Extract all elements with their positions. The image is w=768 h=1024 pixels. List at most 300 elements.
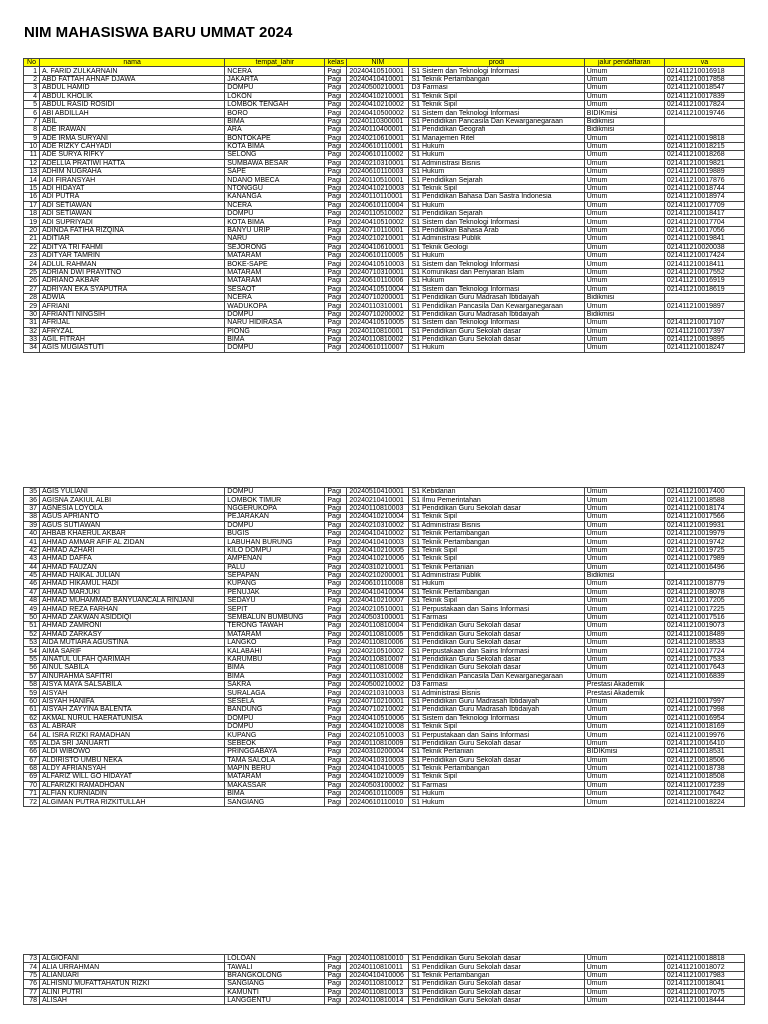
table-row [24,756,745,764]
nama-cell: AHMAD MARJUKI [40,588,225,596]
va-cell: 021411210019889 [664,168,744,176]
prodi-cell: S1 Pendidikan Guru Sekolah dasar [409,955,584,963]
nim-cell: 20240500210002 [347,680,409,688]
tempat-lahir-cell: KANANGA [225,193,325,201]
prodi-cell: S1 Pendidikan Guru Sekolah dasar [409,655,584,663]
table-row [24,521,745,529]
table-row [24,201,745,209]
nama-cell: ALDA SRI JANUARTI [40,739,225,747]
nama-cell: ABIL [40,117,225,125]
no-cell: 71 [24,790,40,798]
table-row [24,689,745,697]
prodi-cell: S1 Pendidikan Guru Sekolah dasar [409,622,584,630]
prodi-cell: S1 Teknik Sipil [409,597,584,605]
no-cell: 5 [24,100,40,108]
kelas-cell: Pagi [325,790,347,798]
no-cell: 3 [24,84,40,92]
nama-cell: ADI SETIAWAN [40,210,225,218]
table-row [24,781,745,789]
nim-cell: 20240110810008 [347,664,409,672]
prodi-cell: S1 Teknik Geologi [409,243,584,251]
jalur-cell: Umum [584,344,664,352]
no-cell: 1 [24,67,40,75]
kelas-cell: Pagi [325,680,347,688]
va-cell [664,293,744,301]
nama-cell: AISYAH [40,689,225,697]
jalur-cell: Umum [584,706,664,714]
nama-cell: ALDI WIBOWO [40,748,225,756]
nim-cell: 20240110110001 [347,193,409,201]
tempat-lahir-cell: BIMA [225,672,325,680]
kelas-cell: Pagi [325,134,347,142]
nim-cell: 20240610110002 [347,151,409,159]
tempat-lahir-cell: SANGIANG [225,980,325,988]
table-row [24,529,745,537]
va-cell: 021411210016496 [664,563,744,571]
va-cell: 021411210019841 [664,235,744,243]
prodi-cell: D3 Farmasi [409,680,584,688]
prodi-cell: S1 Hukum [409,798,584,806]
nama-cell: ALDY AFRIANSYAH [40,764,225,772]
no-cell: 60 [24,697,40,705]
nim-cell: 20240410210002 [347,100,409,108]
nim-cell: 20240110400001 [347,126,409,134]
nama-cell: ADHIM NUGRAHA [40,168,225,176]
jalur-cell: Umum [584,168,664,176]
no-cell: 11 [24,151,40,159]
jalur-cell: Umum [584,731,664,739]
jalur-cell: Umum [584,201,664,209]
va-cell: 021411210017056 [664,226,744,234]
nama-cell: AINUL SABILA [40,664,225,672]
nim-cell: 20240710310001 [347,268,409,276]
prodi-cell: S1 Pendidikan Pancasila Dan Kewarganegaraan [409,117,584,125]
tempat-lahir-cell: BIMA [225,335,325,343]
tempat-lahir-cell: LOMBOK TENGAH [225,100,325,108]
jalur-cell: Umum [584,100,664,108]
table-row [24,706,745,714]
column-header: va [664,59,744,67]
jalur-cell: Umum [584,268,664,276]
table-row [24,67,745,75]
prodi-cell: S1 Sistem dan Teknologi Informasi [409,714,584,722]
va-cell: 021411210019821 [664,159,744,167]
table-row [24,773,745,781]
jalur-cell: BIDIKmisi [584,109,664,117]
va-cell: 021411210017516 [664,613,744,621]
jalur-cell: Umum [584,955,664,963]
nim-cell: 20240610110001 [347,142,409,150]
jalur-cell: Umum [584,647,664,655]
column-header: nama [40,59,225,67]
prodi-cell: S1 Sistem dan Teknologi Informasi [409,260,584,268]
kelas-cell: Pagi [325,756,347,764]
va-cell: 021411210017424 [664,251,744,259]
nama-cell: ABDUL HAMID [40,84,225,92]
tempat-lahir-cell: KOTA BIMA [225,218,325,226]
jalur-cell: Umum [584,971,664,979]
prodi-cell: S1 Hukum [409,251,584,259]
no-cell: 66 [24,748,40,756]
jalur-cell: Umum [584,996,664,1004]
prodi-cell: S1 Pendidikan Guru Sekolah dasar [409,335,584,343]
nama-cell: AFRIANI [40,302,225,310]
nama-cell: ALIANUARI [40,971,225,979]
prodi-cell: S1 Sistem dan Teknologi Informasi [409,218,584,226]
table-row [24,496,745,504]
tempat-lahir-cell: MATARAM [225,773,325,781]
jalur-cell: Umum [584,521,664,529]
no-cell: 52 [24,630,40,638]
nim-cell: 20240410410002 [347,529,409,537]
column-header: tempat_lahir [225,59,325,67]
prodi-cell: S1 Komunikasi dan Penyiaran Islam [409,268,584,276]
nim-cell: 20240610110010 [347,798,409,806]
nim-cell: 20240410210007 [347,597,409,605]
prodi-cell: S1 Teknik Sipil [409,773,584,781]
nama-cell: ADE IRMA SURYANI [40,134,225,142]
table-row [24,555,745,563]
nama-cell: ADE IRAWAN [40,126,225,134]
table-row [24,293,745,301]
va-cell: 021411210019818 [664,134,744,142]
nim-cell: 20240610110003 [347,168,409,176]
nim-cell: 20240710110001 [347,226,409,234]
nim-cell: 20240500210001 [347,84,409,92]
no-cell: 64 [24,731,40,739]
jalur-cell: Umum [584,980,664,988]
jalur-cell: Bidikmisi [584,310,664,318]
no-cell: 54 [24,647,40,655]
va-cell: 021411210017239 [664,781,744,789]
no-cell: 78 [24,996,40,1004]
tempat-lahir-cell: DOMPU [225,310,325,318]
tempat-lahir-cell: DOMPU [225,714,325,722]
kelas-cell: Pagi [325,597,347,605]
jalur-cell: Prestasi Akademik [584,689,664,697]
table-row [24,243,745,251]
tempat-lahir-cell: SURALAGA [225,689,325,697]
tempat-lahir-cell: MAKASSAR [225,781,325,789]
nim-cell: 20240610110004 [347,201,409,209]
tempat-lahir-cell: BONTOKAPE [225,134,325,142]
prodi-cell: S1 Teknik Pertanian [409,563,584,571]
tempat-lahir-cell: BRANGKOLONG [225,971,325,979]
nama-cell: ALISAH [40,996,225,1004]
no-cell: 70 [24,781,40,789]
tempat-lahir-cell: ARA [225,126,325,134]
kelas-cell: Pagi [325,159,347,167]
no-cell: 59 [24,689,40,697]
jalur-cell: Umum [584,639,664,647]
tempat-lahir-cell: DOMPU [225,521,325,529]
jalur-cell: Umum [584,243,664,251]
table-row [24,260,745,268]
table-row [24,647,745,655]
tempat-lahir-cell: NGGERUKOPA [225,504,325,512]
no-cell: 35 [24,488,40,496]
jalur-cell: Umum [584,218,664,226]
prodi-cell: S1 Teknik Pertanian [409,748,584,756]
prodi-cell: S1 Perpustakaan dan Sains Informasi [409,647,584,655]
tempat-lahir-cell: SAPE [225,168,325,176]
tempat-lahir-cell: MATARAM [225,268,325,276]
nim-cell: 20240310200004 [347,748,409,756]
nama-cell: AHMAD ZAKWAN ASIDDIQI [40,613,225,621]
kelas-cell: Pagi [325,151,347,159]
prodi-cell: S1 Hukum [409,580,584,588]
prodi-cell: S1 Pendidikan Sejarah [409,210,584,218]
tempat-lahir-cell: DOMPU [225,344,325,352]
va-cell: 021411210018744 [664,184,744,192]
prodi-cell: S1 Sistem dan Teknologi Informasi [409,67,584,75]
table-row [24,159,745,167]
kelas-cell: Pagi [325,117,347,125]
kelas-cell: Pagi [325,613,347,621]
prodi-cell: S1 Teknik Sipil [409,184,584,192]
no-cell: 42 [24,546,40,554]
table-row [24,513,745,521]
nim-cell: 20240710210002 [347,706,409,714]
prodi-cell: S1 Pendidikan Guru Sekolah dasar [409,504,584,512]
nama-cell: AGUS APRIANTO [40,513,225,521]
nama-cell: ADE SURYA RIFKY [40,151,225,159]
kelas-cell: Pagi [325,310,347,318]
nim-cell: 20240410210003 [347,184,409,192]
table-row [24,748,745,756]
va-cell: 021411210016918 [664,67,744,75]
jalur-cell: Umum [584,193,664,201]
no-cell: 27 [24,285,40,293]
nim-cell: 20240410210008 [347,722,409,730]
prodi-cell: S1 Teknik Pertambangan [409,764,584,772]
va-cell: 021411210017858 [664,75,744,83]
table-row [24,344,745,352]
nama-cell: ALIA URRAHMAN [40,963,225,971]
nim-cell: 20240410610001 [347,243,409,251]
nim-cell: 20240510410001 [347,488,409,496]
jalur-cell: Umum [584,151,664,159]
no-cell: 12 [24,159,40,167]
kelas-cell: Pagi [325,748,347,756]
va-cell [664,117,744,125]
prodi-cell: S1 Teknik Pertambangan [409,529,584,537]
no-cell: 77 [24,988,40,996]
table-row [24,996,745,1004]
kelas-cell: Pagi [325,84,347,92]
tempat-lahir-cell: JAKARTA [225,75,325,83]
no-cell: 69 [24,773,40,781]
table-row [24,168,745,176]
prodi-cell: S1 Perpustakaan dan Sains Informasi [409,731,584,739]
kelas-cell: Pagi [325,529,347,537]
nim-cell: 20240610110005 [347,251,409,259]
prodi-cell: S1 Farmasi [409,613,584,621]
student-table-block-1 [23,58,745,353]
va-cell: 021411210018417 [664,210,744,218]
jalur-cell: Umum [584,722,664,730]
prodi-cell: S1 Pendidikan Bahasa Arab [409,226,584,234]
kelas-cell: Pagi [325,955,347,963]
student-table-block-2 [23,487,745,807]
tempat-lahir-cell: PALU [225,563,325,571]
prodi-cell: S1 Administrasi Bisnis [409,689,584,697]
prodi-cell: S1 Hukum [409,142,584,150]
table-row [24,193,745,201]
kelas-cell: Pagi [325,781,347,789]
prodi-cell: S1 Teknik Pertambangan [409,588,584,596]
prodi-cell: S1 Pendidikan Guru Sekolah dasar [409,988,584,996]
no-cell: 9 [24,134,40,142]
nim-cell: 20240410410001 [347,75,409,83]
table-row [24,327,745,335]
va-cell: 021411210018078 [664,588,744,596]
va-cell [664,571,744,579]
kelas-cell: Pagi [325,689,347,697]
jalur-cell: Umum [584,764,664,772]
table-row [24,109,745,117]
prodi-cell: S1 Hukum [409,201,584,209]
nama-cell: ABI ABDILLAH [40,109,225,117]
jalur-cell: Umum [584,513,664,521]
table-row [24,277,745,285]
table-row [24,580,745,588]
nim-cell: 20240410510004 [347,285,409,293]
kelas-cell: Pagi [325,563,347,571]
kelas-cell: Pagi [325,731,347,739]
tempat-lahir-cell: SEPIT [225,605,325,613]
no-cell: 61 [24,706,40,714]
va-cell: 021411210017983 [664,971,744,979]
prodi-cell: S1 Administrasi Publik [409,235,584,243]
tempat-lahir-cell: KALABAHI [225,647,325,655]
jalur-cell: BIDIKmisi [584,748,664,756]
nama-cell: AKMAL NURUL HAERATUNISA [40,714,225,722]
nama-cell: ADITYAR TAMRIN [40,251,225,259]
va-cell: 021411210017709 [664,201,744,209]
va-cell: 021411210018268 [664,151,744,159]
tempat-lahir-cell: NCERA [225,293,325,301]
no-cell: 49 [24,605,40,613]
kelas-cell: Pagi [325,126,347,134]
table-row [24,790,745,798]
no-cell: 37 [24,504,40,512]
table-row [24,302,745,310]
va-cell: 021411210016839 [664,672,744,680]
table-row [24,971,745,979]
va-cell: 021411210017566 [664,513,744,521]
nama-cell: ADRIYAN EKA SYAPUTRA [40,285,225,293]
jalur-cell: Umum [584,260,664,268]
no-cell: 29 [24,302,40,310]
prodi-cell: S1 Pendidikan Pancasila Dan Kewarganegaraan [409,302,584,310]
no-cell: 33 [24,335,40,343]
no-cell: 22 [24,243,40,251]
va-cell: 021411210016919 [664,277,744,285]
table-row [24,605,745,613]
prodi-cell: S1 Pendidikan Guru Sekolah dasar [409,630,584,638]
nama-cell: AINURAHMA SAFITRI [40,672,225,680]
tempat-lahir-cell: SAKRA [225,680,325,688]
jalur-cell: Umum [584,798,664,806]
va-cell: 021411210017225 [664,605,744,613]
table-row [24,988,745,996]
va-cell: 021411210018224 [664,798,744,806]
kelas-cell: Pagi [325,201,347,209]
prodi-cell: S1 Teknik Sipil [409,513,584,521]
jalur-cell: Umum [584,285,664,293]
va-cell: 021411210016410 [664,739,744,747]
kelas-cell: Pagi [325,672,347,680]
no-cell: 55 [24,655,40,663]
tempat-lahir-cell: LANGKO [225,639,325,647]
table-row [24,310,745,318]
tempat-lahir-cell: SEDAYU [225,597,325,605]
tempat-lahir-cell: KUPANG [225,731,325,739]
va-cell: 021411210017400 [664,488,744,496]
prodi-cell: S1 Teknik Pertambangan [409,538,584,546]
nim-cell: 20240210510001 [347,605,409,613]
prodi-cell: S1 Hukum [409,151,584,159]
table-row [24,622,745,630]
table-row [24,639,745,647]
nim-cell: 20240610110006 [347,277,409,285]
nama-cell: AFRIJAL [40,319,225,327]
prodi-cell: S1 Pendidikan Guru Sekolah dasar [409,996,584,1004]
va-cell: 021411210017824 [664,100,744,108]
kelas-cell: Pagi [325,251,347,259]
column-header: No [24,59,40,67]
table-row [24,655,745,663]
no-cell: 57 [24,672,40,680]
va-cell: 021411210019742 [664,538,744,546]
tempat-lahir-cell: MATARAM [225,251,325,259]
tempat-lahir-cell: SESAOT [225,285,325,293]
jalur-cell: Umum [584,529,664,537]
kelas-cell: Pagi [325,546,347,554]
tempat-lahir-cell: MATARAM [225,630,325,638]
nim-cell: 20240410410003 [347,538,409,546]
no-cell: 31 [24,319,40,327]
jalur-cell: Umum [584,630,664,638]
nim-cell: 20240210510003 [347,731,409,739]
nama-cell: ADI PUTRA [40,193,225,201]
jalur-cell: Umum [584,988,664,996]
tempat-lahir-cell: LABUHAN BURUNG [225,538,325,546]
nama-cell: ALFARIZ WILL GO HIDAYAT [40,773,225,781]
kelas-cell: Pagi [325,210,347,218]
tempat-lahir-cell: BIMA [225,117,325,125]
nim-cell: 20240110810004 [347,622,409,630]
prodi-cell: S1 Pendidikan Sejarah [409,176,584,184]
kelas-cell: Pagi [325,327,347,335]
nim-cell: 20240610110008 [347,580,409,588]
prodi-cell: S1 Pendidikan Guru Sekolah dasar [409,963,584,971]
kelas-cell: Pagi [325,722,347,730]
kelas-cell: Pagi [325,285,347,293]
no-cell: 65 [24,739,40,747]
nim-cell: 20240110810007 [347,655,409,663]
prodi-cell: S1 Teknik Pertambangan [409,971,584,979]
tempat-lahir-cell: SEJORONG [225,243,325,251]
table-row [24,117,745,125]
prodi-cell: S1 Pendidikan Geografi [409,126,584,134]
prodi-cell: S1 Pendidikan Bahasa Dan Sastra Indonesia [409,193,584,201]
no-cell: 28 [24,293,40,301]
table-row [24,151,745,159]
va-cell: 021411210018215 [664,142,744,150]
prodi-cell: S1 Hukum [409,790,584,798]
